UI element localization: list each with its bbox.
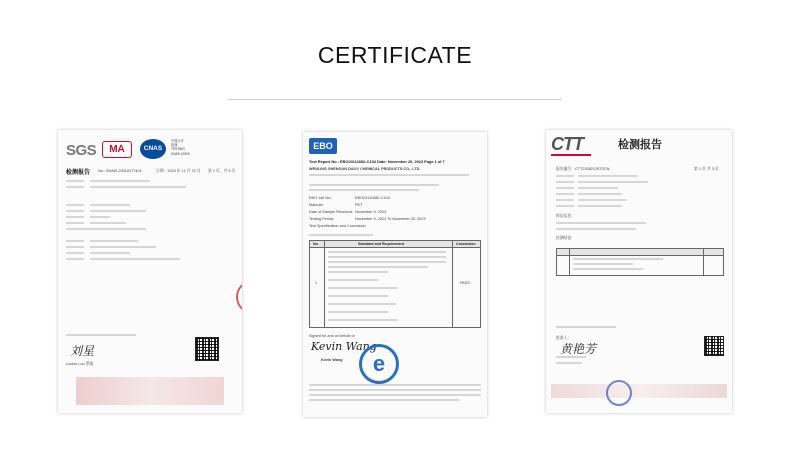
footer-band [551,384,727,398]
table-header [310,241,480,248]
page-indicator: 第 1 页，共 5 页 [208,169,236,173]
blue-seal [606,380,632,406]
report-number: No.: SHAEL23018177401 [98,169,142,173]
title-divider [228,99,562,100]
row-conclusion: PASS [460,281,470,285]
col-standard: Standard and Requirement [358,242,404,246]
signer-name: Kevin Wang [321,358,343,362]
received-value: November 9, 2023 [355,210,387,214]
received-label: Date of Sample Received: [309,210,354,214]
report-title: 检测报告 [66,170,91,176]
approver-label: 批准人： [556,336,572,340]
results-table [309,240,481,328]
cnas-logo: CNAS [140,139,166,159]
certificate-sgs[interactable] [58,130,242,413]
period-label: Testing Period: [309,217,335,221]
testing-mark [171,139,190,156]
signature: 黄艳芳 [560,342,597,356]
row-no: 1 [315,281,318,285]
report-date: 日期：2023 年 11 月 22 日 [156,169,201,173]
material-value: PET [355,203,363,207]
col-no: No. [313,242,319,246]
job-label: EBO Job No.: [309,196,333,200]
col-conclusion: Conclusion [456,242,476,246]
material-label: Material: [309,203,324,207]
testing-line: 检测 [171,143,178,148]
company-name: WENLING SHENGUN DAILY CHEMICAL PRODUCTS CO., LTD. [309,167,421,171]
period-value: November 9, 2023 To November 20, 2023 [355,217,426,221]
testing-line: CNAS L0000 [171,151,190,156]
red-seal-partial [236,280,242,314]
certificate-ctt[interactable] [546,130,732,413]
report-title: 检测报告 [618,138,662,151]
sgs-logo: SGS [66,142,97,159]
signature: Kevin Wang [311,340,377,353]
testing-line: 中国认可 [171,139,184,143]
signature: 刘星 [70,344,95,358]
signed-for-label: Signed for and on behalf of [309,334,355,338]
sample-section: 样品信息： [556,214,575,218]
certificate-ebo[interactable] [303,132,487,417]
page-title: CERTIFICATE [317,42,473,68]
qr-code [704,336,724,356]
results-table [556,248,724,276]
qr-code [195,337,219,361]
page-indicator: 第 1 页 共 3 页 [694,167,719,171]
spec-label: Test Specification and Conclusion [309,224,366,228]
report-header: Test Report No.: EBO23111680-C104 Date: November 20, 2023 Page 1 of 7 [309,159,445,164]
report-number: 报告编号：CTT23082125TZCN [556,167,610,171]
footer-band [76,377,224,405]
job-value: EBO23111680-C104 [355,196,390,200]
ctt-logo: CTT [551,134,583,154]
ebo-seal-icon: e [359,344,399,384]
cma-logo: MA [102,141,132,158]
ebo-logo: EBO [309,138,337,154]
testing-line: TESTING [171,147,185,152]
signer-name: Louise Luo 罗露 [66,362,94,366]
result-heading: 检测结论： [556,236,575,240]
